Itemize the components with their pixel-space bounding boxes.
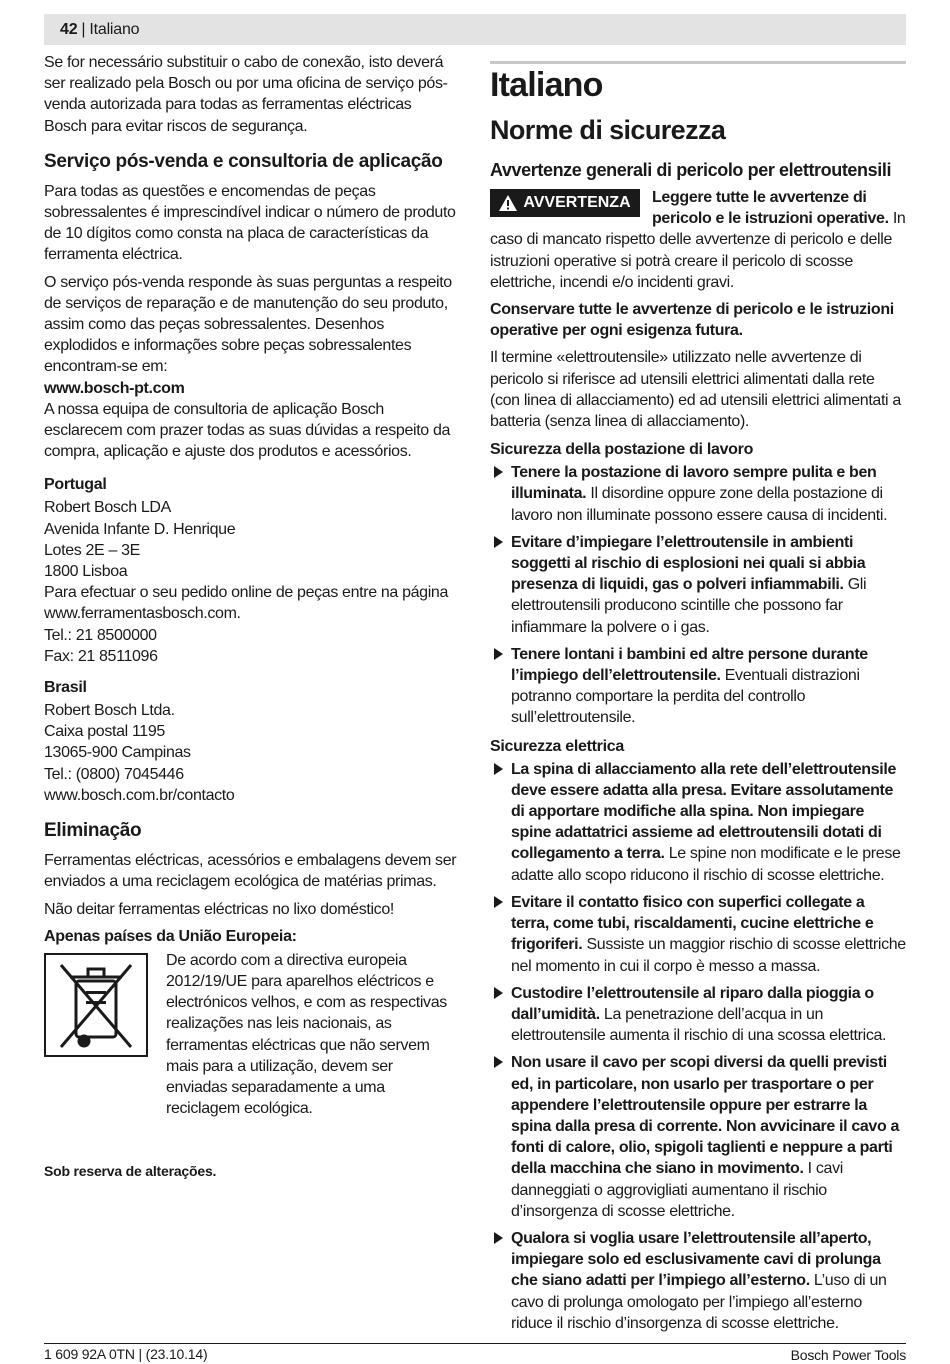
portugal-line: Avenida Infante D. Henrique xyxy=(44,520,236,538)
header-separator: | xyxy=(81,20,86,38)
bullet-arrow-icon xyxy=(494,1056,503,1068)
portugal-line: Para efectuar o seu pedido online de peças entre na página www.ferramentasbosch.com. xyxy=(44,584,449,623)
item-bold: Non usare il cavo per scopi diversi da quelli previsti ed, in particolare, non usarlo per trasportare o per appendere l’elettroutensile oppure per estrarre la spina dalla presa di corrente. Non avvicinare il cavo a fonti di calore, olio, spigoli taglienti e neppure a parti della macchina che siano in movimento. xyxy=(511,1054,900,1178)
header-section: Italiano xyxy=(89,20,140,38)
portugal-line: 1800 Lisboa xyxy=(44,563,128,581)
item-text: Le spine non modificate e le prese adatte allo scopo riducono il rischio di scosse elettriche. xyxy=(511,845,901,884)
item-text: Gli elettroutensili producono scintille che possono far infiammare la polvere o i gas. xyxy=(511,576,867,636)
brasil-line: Tel.: (0800) 7045446 xyxy=(44,765,184,783)
item-text: I cavi danneggiati o aggrovigliati aumentano il rischio d’insorgenza di scosse elettriche. xyxy=(511,1160,843,1220)
item-text: Eventuali distrazioni potranno comportare la perdita del controllo sull’elettroutensile. xyxy=(511,667,860,727)
disposal-heading: Eliminação xyxy=(44,820,142,842)
list-item xyxy=(490,1052,906,1222)
electric-heading: Sicurezza elettrica xyxy=(490,737,624,755)
warning-badge xyxy=(490,189,640,217)
left-column xyxy=(44,52,458,1183)
portugal-line: Lotes 2E – 3E xyxy=(44,541,140,559)
service-paragraph-3: A nossa equipa de consultoria de aplicação Bosch esclarecem com prazer todas as suas dúvidas a respeito da compra, aplicação e ajuste dos produtos e acessórios. xyxy=(44,400,451,461)
footer-brand: Bosch Power Tools xyxy=(790,1347,906,1363)
list-item xyxy=(490,892,906,977)
safety-title: Norme di sicurezza xyxy=(490,115,726,145)
service-paragraph-1: Para todas as questões e encomendas de peças sobressalentes é imprescindível indicar o número de produto de 10 dígitos como consta na placa de características da ferramenta eléctrica. xyxy=(44,182,456,264)
brasil-line: 13065-900 Campinas xyxy=(44,744,191,762)
keep-instructions: Conservare tutte le avvertenze di pericolo e le istruzioni operative per ogni esigenza futura. xyxy=(490,301,894,340)
right-column xyxy=(490,61,906,1340)
brasil-line: www.bosch.com.br/contacto xyxy=(44,786,235,804)
bullet-arrow-icon xyxy=(494,648,503,660)
item-bold: Evitare d’impiegare l’elettroutensile in ambienti soggetti al rischio di esplosioni nei quali si abbia presenza di liquidi, gas o polveri infiammabili. xyxy=(511,533,866,594)
reserve-note: Sob reserva de alterações. xyxy=(44,1163,217,1180)
list-item xyxy=(490,644,906,729)
warning-label: AVVERTENZA xyxy=(523,194,631,211)
item-bold: Qualora si voglia usare l’elettroutensile all’aperto, impiegare solo ed esclusivamente cavi di prolunga che siano adatti per l’impiego all’esterno. xyxy=(511,1229,881,1290)
term-definition: Il termine «elettroutensile» utilizzato nelle avvertenze di pericolo si riferisce ad utensili elettrici alimentati dalla rete (con linea di allacciamento) ed ad utensili elettrici alimentati a batteria (senza linea di allacciamento). xyxy=(490,349,901,431)
item-text: L’uso di un cavo di prolunga omologato per l’impiego all’esterno riduce il rischio d’insorgenza di scosse elettriche. xyxy=(511,1272,887,1332)
item-bold: La spina di allacciamento alla rete dell’elettroutensile deve essere adatta alla presa. Evitare assolutamente di apportare modifiche alla spina. Non impiegare spine adattatrici assieme ad elettroutensili dotati di collegamento a terra. xyxy=(511,760,896,863)
item-bold: Tenere la postazione di lavoro sempre pulita e ben illuminata. xyxy=(511,464,877,503)
brasil-line: Caixa postal 1195 xyxy=(44,723,165,741)
item-text: Il disordine oppure zone della postazione di lavoro non illuminate possono essere causa di incidenti. xyxy=(511,485,888,524)
bullet-arrow-icon xyxy=(494,1232,503,1244)
service-url: www.bosch-pt.com xyxy=(44,379,185,397)
page-header xyxy=(44,14,906,45)
bullet-arrow-icon xyxy=(494,536,503,548)
electric-list xyxy=(490,759,906,1334)
bullet-arrow-icon xyxy=(494,466,503,478)
item-text: Sussiste un maggior rischio di scosse elettriche nel momento in cui il corpo è messo a massa. xyxy=(511,936,906,975)
portugal-title: Portugal xyxy=(44,476,107,494)
eu-directive-text: De acordo com a directiva europeia 2012/19/UE para aparelhos eléctricos e electrónicos velhos, e com as respectivas realizações nas leis nacionais, as ferramentas eléctricas que não servem mais para a utilização, devem ser enviadas separadamente a uma reciclagem ecológica. xyxy=(166,951,447,1118)
warning-triangle-icon xyxy=(499,195,517,211)
page-number: 42 xyxy=(60,20,78,38)
bullet-arrow-icon xyxy=(494,987,503,999)
footer-rule xyxy=(44,1343,906,1344)
language-title: Italiano xyxy=(490,66,603,104)
list-item xyxy=(490,1228,906,1334)
list-item xyxy=(490,462,906,526)
crossed-bin-icon xyxy=(44,953,148,1057)
warning-text: In caso di mancato rispetto delle avvertenze di pericolo e delle istruzioni operative si potrà creare il pericolo di scosse elettriche, incendi e/o incidenti gravi. xyxy=(490,210,906,291)
item-bold: Evitare il contatto fisico con superfici collegate a terra, come tubi, riscaldamenti, cucine elettriche e frigoriferi. xyxy=(511,893,874,954)
footer-document-id: 1 609 92A 0TN | (23.10.14) xyxy=(44,1346,208,1362)
intro-paragraph: Se for necessário substituir o cabo de conexão, isto deverá ser realizado pela Bosch ou por uma oficina de serviço pós-venda autorizada para todas as ferramentas eléctricas Bosch para evitar riscos de segurança. xyxy=(44,54,448,135)
portugal-line: Fax: 21 8511096 xyxy=(44,647,158,665)
disposal-paragraph-1: Ferramentas eléctricas, acessórios e embalagens devem ser enviados a uma reciclagem ecológica de matérias primas. xyxy=(44,852,457,891)
item-text: La penetrazione dell’acqua in un elettroutensile aumenta il rischio di una scossa elettrica. xyxy=(511,1005,887,1045)
bullet-arrow-icon xyxy=(494,763,503,775)
general-warnings-heading: Avvertenze generali di pericolo per elettroutensili xyxy=(490,160,892,180)
warning-block xyxy=(490,187,906,293)
service-heading: Serviço pós-venda e consultoria de aplicação xyxy=(44,150,443,172)
warning-bold-text: Leggere tutte le avvertenze di pericolo e le istruzioni operative. xyxy=(652,189,889,228)
item-bold: Custodire l’elettroutensile al riparo dalla pioggia o dall’umidità. xyxy=(511,984,874,1023)
eu-heading: Apenas países da União Europeia: xyxy=(44,927,297,945)
portugal-line: Robert Bosch LDA xyxy=(44,499,171,517)
section-rule xyxy=(490,61,906,64)
disposal-paragraph-2: Não deitar ferramentas eléctricas no lixo doméstico! xyxy=(44,900,394,918)
portugal-line: Tel.: 21 8500000 xyxy=(44,626,157,644)
list-item xyxy=(490,532,906,638)
bullet-arrow-icon xyxy=(494,896,503,908)
service-paragraph-2: O serviço pós-venda responde às suas perguntas a respeito de serviços de reparação e de manutenção do seu produto, assim como das peças sobressalentes. Desenhos explodidos e informações sobre peças sobressalentes encontram-se em: xyxy=(44,273,452,376)
list-item xyxy=(490,759,906,886)
workplace-list xyxy=(490,462,906,728)
list-item xyxy=(490,983,906,1047)
workplace-heading: Sicurezza della postazione di lavoro xyxy=(490,441,754,459)
brasil-title: Brasil xyxy=(44,679,87,697)
item-bold: Tenere lontani i bambini ed altre persone durante l’impiego dell’elettroutensile. xyxy=(511,645,868,685)
weee-block xyxy=(44,950,458,1120)
brasil-line: Robert Bosch Ltda. xyxy=(44,702,175,720)
